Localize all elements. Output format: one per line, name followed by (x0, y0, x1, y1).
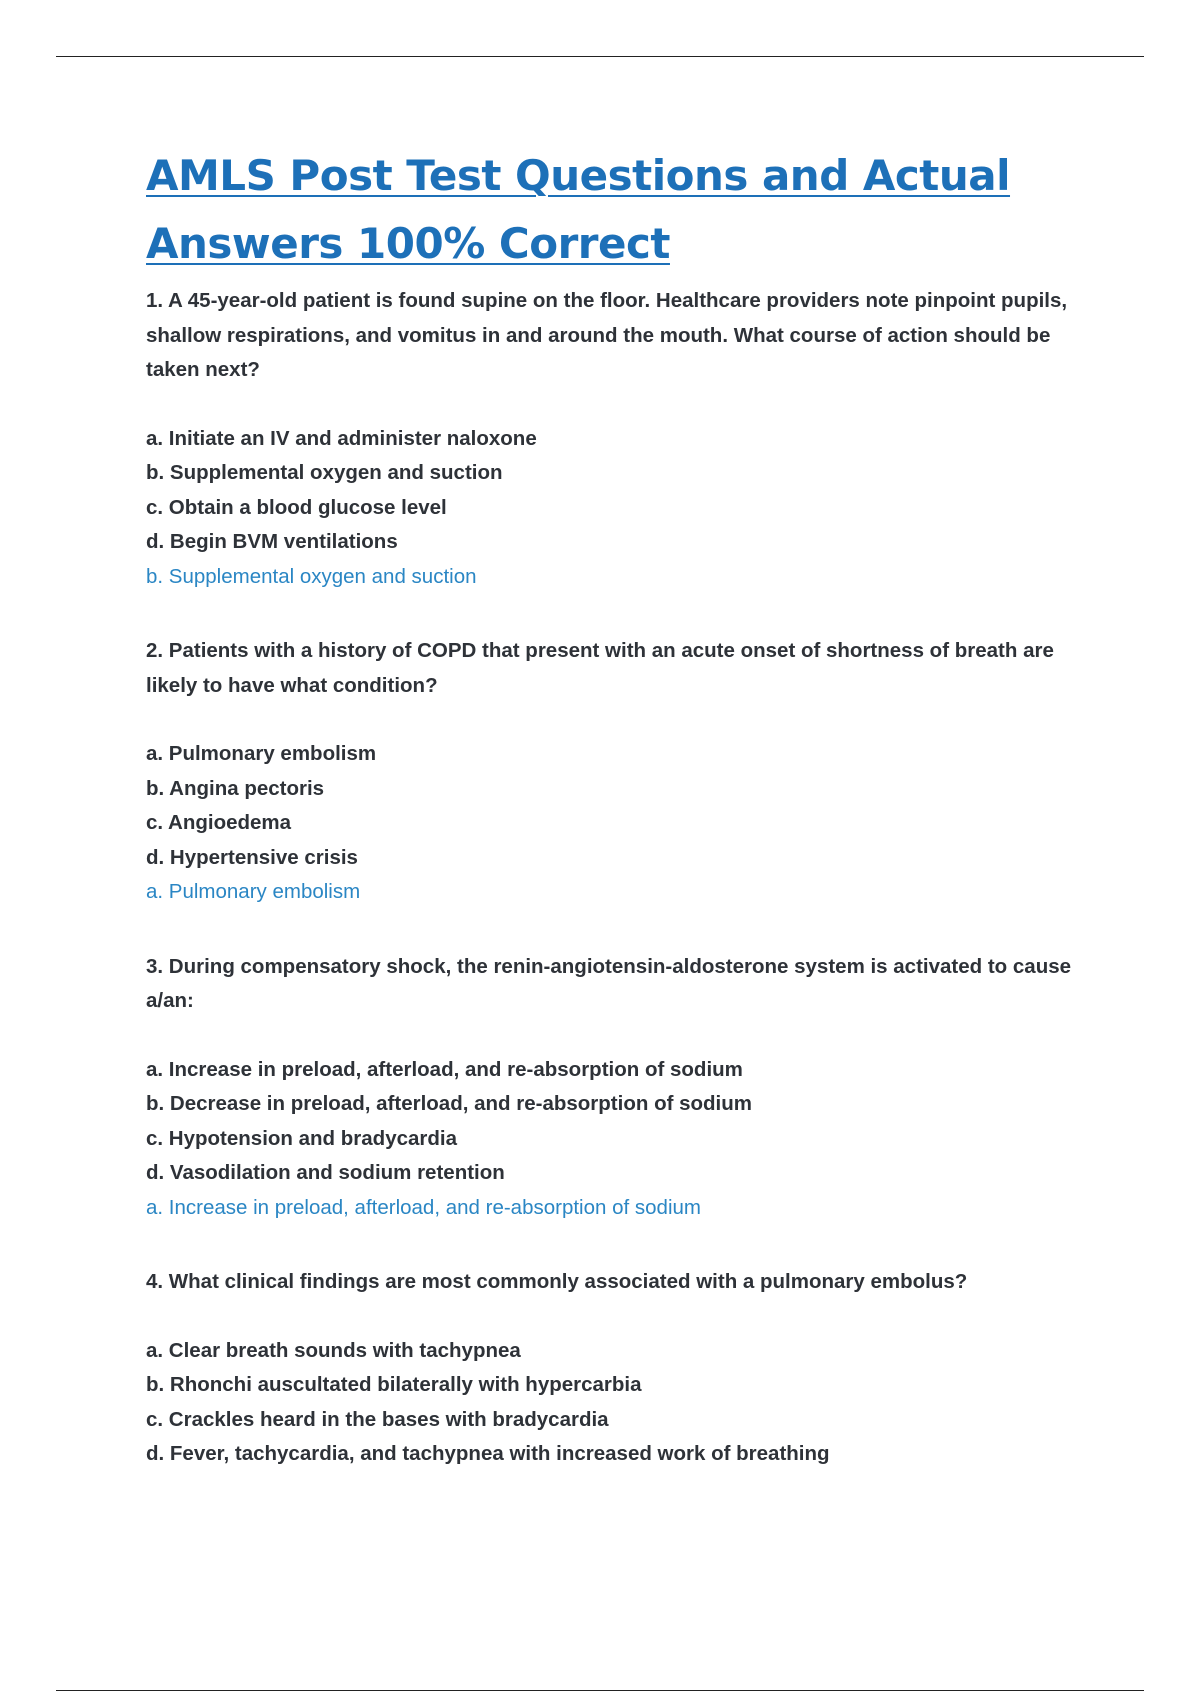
question-4 (146, 1265, 1096, 1472)
top-rule (56, 56, 1144, 57)
bottom-rule (56, 1690, 1144, 1691)
question-2 (146, 634, 1096, 910)
options-list (146, 737, 1096, 875)
answer: a. Pulmonary embolism (146, 880, 361, 903)
title-line-2: Answers 100% Correct (146, 219, 670, 268)
options-list (146, 422, 1096, 560)
option-b: b. Supplemental oxygen and suction (146, 461, 503, 484)
option-b: b. Decrease in preload, afterload, and re-absorption of sodium (146, 1092, 753, 1115)
option-c: c. Crackles heard in the bases with bradycardia (146, 1407, 609, 1431)
question-text: 1. A 45-year-old patient is found supine on the floor. Healthcare providers note pinpoint pupils, shallow respirations, and vomitus in and around the mouth. What course of action should be taken next? (146, 289, 1068, 381)
option-b: b. Angina pectoris (146, 776, 325, 800)
options-list (146, 1053, 1096, 1191)
question-text: 3. During compensatory shock, the renin-angiotensin-aldosterone system is activated to cause a/an: (146, 954, 1072, 1012)
question-text: 4. What clinical findings are most commonly associated with a pulmonary embolus? (146, 1270, 968, 1293)
option-d: d. Vasodilation and sodium retention (146, 1161, 505, 1184)
options-list (146, 1334, 1096, 1472)
title-line-1: AMLS Post Test Questions and Actual (146, 151, 1011, 200)
option-d: d. Begin BVM ventilations (146, 530, 398, 553)
document-title (146, 142, 1096, 278)
document-body (146, 142, 1096, 1472)
question-text: 2. Patients with a history of COPD that present with an acute onset of shortness of breath are likely to have what condition? (146, 639, 1054, 697)
option-d: d. Fever, tachycardia, and tachypnea with increased work of breathing (146, 1442, 830, 1465)
option-a: a. Pulmonary embolism (146, 742, 377, 765)
option-a: a. Initiate an IV and administer naloxone (146, 426, 537, 450)
option-c: c. Obtain a blood glucose level (146, 495, 447, 519)
question-3 (146, 950, 1096, 1226)
option-a: a. Increase in preload, afterload, and re-absorption of sodium (146, 1057, 743, 1081)
option-a: a. Clear breath sounds with tachypnea (146, 1338, 521, 1362)
answer: a. Increase in preload, afterload, and re-absorption of sodium (146, 1195, 701, 1219)
option-c: c. Angioedema (146, 811, 292, 834)
question-1 (146, 284, 1096, 594)
option-b: b. Rhonchi auscultated bilaterally with hypercarbia (146, 1373, 642, 1396)
option-d: d. Hypertensive crisis (146, 845, 358, 869)
answer: b. Supplemental oxygen and suction (146, 564, 477, 588)
option-c: c. Hypotension and bradycardia (146, 1126, 457, 1150)
